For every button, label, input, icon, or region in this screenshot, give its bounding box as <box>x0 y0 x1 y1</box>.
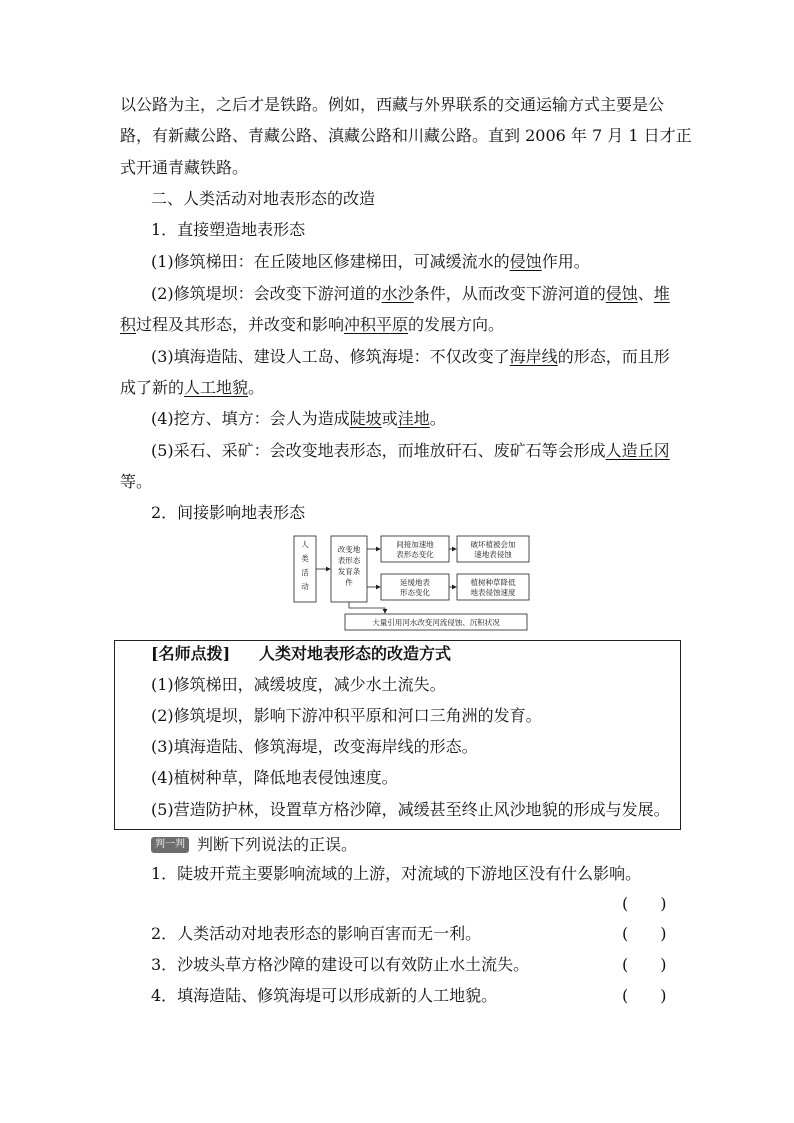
judge-item-2: 2．人类活动对地表形态的影响百害而无一利。 <box>151 924 482 943</box>
item2-key-erosion: 侵蚀 <box>605 284 638 303</box>
change-line-3: 发育条 <box>337 567 361 576</box>
section-title: 二、人类活动对地表形态的改造 <box>151 189 376 208</box>
item4-mid: 或 <box>381 409 398 428</box>
change-line-4: 件 <box>345 578 353 587</box>
intro-line-3: 式开通青藏铁路。 <box>120 158 249 177</box>
item3-pre: (3)填海造陆、建设人工岛、修筑海堤：不仅改变了 <box>151 347 510 366</box>
item1-post: 作用。 <box>541 252 590 271</box>
tip-item-3: (3)填海造陆、修筑海堤，改变海岸线的形态。 <box>151 737 478 756</box>
item4-post: 。 <box>429 409 446 428</box>
change-line-1: 改变地 <box>337 545 361 554</box>
item3-key-coastline: 海岸线 <box>509 347 558 366</box>
item4-key-slope: 陡坡 <box>349 409 382 428</box>
water-use-text: 大量引用河水改变河流侵蚀、沉积状况 <box>372 618 500 627</box>
item2-key-plain: 冲积平原 <box>344 315 409 334</box>
sub1-title: 1．直接塑造地表形态 <box>151 220 306 239</box>
item3-line-1 <box>151 346 670 368</box>
destroy-line-2: 速地表侵蚀 <box>474 550 512 559</box>
human-char-3: 活 <box>301 568 309 577</box>
judge-item-1: 1．陡坡开荒主要影响流域的上游，对流域的下游地区没有什么影响。 <box>151 864 642 883</box>
judge-item-3: 3．沙坡头草方格沙障的建设可以有效防止水土流失。 <box>151 955 530 974</box>
item2-line-2 <box>120 314 504 336</box>
item2-mid: 条件，从而改变下游河道的 <box>413 284 606 303</box>
judge-answer-2[interactable]: ( ) <box>622 924 667 943</box>
item2-key-deposit-b: 积 <box>120 315 137 334</box>
item5-line-2: 等。 <box>120 472 153 491</box>
plant-line-1: 植树种草降低 <box>470 578 516 587</box>
tip-item-4: (4)植树种草，降低地表侵蚀速度。 <box>151 768 398 787</box>
item1-line <box>151 251 590 273</box>
judge-instruction: 判断下列说法的正误。 <box>197 835 358 854</box>
item2-line-1 <box>151 283 670 305</box>
item4-key-depression: 洼地 <box>397 409 430 428</box>
flow-diagram <box>293 528 537 632</box>
plant-line-2: 地表侵蚀速度 <box>470 588 516 597</box>
destroy-line-1: 破坏植被会加 <box>470 540 516 549</box>
item2-key-water-sand: 水沙 <box>381 284 414 303</box>
judge-badge: 判一判 <box>151 837 189 853</box>
item4-pre: (4)挖方、填方：会人为造成 <box>151 409 350 428</box>
item1-pre: (1)修筑梯田：在丘陵地区修建梯田，可减缓流水的 <box>151 252 510 271</box>
intro-line-1: 以公路为主，之后才是铁路。例如，西藏与外界联系的交通运输方式主要是公 <box>120 95 665 114</box>
item5-key-hills: 人造丘冈 <box>605 441 670 460</box>
item3-line-2 <box>120 377 264 399</box>
judge-item-4: 4．填海造陆、修筑海堤可以形成新的人工地貌。 <box>151 986 498 1005</box>
sub2-title: 2．间接影响地表形态 <box>151 503 306 522</box>
item5-pre: (5)采石、采矿：会改变地表形态，而堆放矸石、废矿石等会形成 <box>151 441 606 460</box>
item3-post: 的形态，而且形 <box>557 347 670 366</box>
human-char-4: 动 <box>301 582 309 591</box>
tip-title: 人类对地表形态的改造方式 <box>259 644 452 663</box>
item2-mid2: 过程及其形态，并改变和影响 <box>136 315 345 334</box>
item5-line-1 <box>151 440 670 462</box>
slow-line-1: 延缓地表 <box>400 578 430 587</box>
judge-answer-1[interactable]: ( ) <box>622 894 667 913</box>
human-char-1: 人 <box>301 540 309 549</box>
item3-post2: 。 <box>248 378 265 397</box>
intro-line-2: 路，有新藏公路、青藏公路、滇藏公路和川藏公路。直到 2006 年 7 月 1 日才正 <box>120 126 692 145</box>
tip-tag: [名师点拨] <box>151 644 231 663</box>
item3-pre2: 成了新的 <box>120 378 185 397</box>
judge-answer-3[interactable]: ( ) <box>622 955 667 974</box>
slow-line-2: 形态变化 <box>400 588 430 597</box>
speed-line-1: 间接加速地 <box>396 540 434 549</box>
human-char-2: 类 <box>301 554 309 563</box>
item2-sep: 、 <box>637 284 654 303</box>
tip-item-2: (2)修筑堤坝，影响下游冲积平原和河口三角洲的发育。 <box>151 706 542 725</box>
speed-line-2: 表形态变化 <box>396 550 434 559</box>
tip-item-5: (5)营造防护林，设置草方格沙障，减缓甚至终止风沙地貌的形成与发展。 <box>151 800 670 819</box>
item2-key-deposit-a: 堆 <box>653 284 670 303</box>
item4-line <box>151 408 446 430</box>
item2-pre: (2)修筑堤坝：会改变下游河道的 <box>151 284 382 303</box>
item3-key-landform: 人工地貌 <box>184 378 249 397</box>
judge-answer-4[interactable]: ( ) <box>622 986 667 1005</box>
item2-post: 的发展方向。 <box>408 315 505 334</box>
change-line-2: 表形态 <box>337 556 361 565</box>
arrow-change-to-water <box>349 602 385 613</box>
tip-item-1: (1)修筑梯田，减缓坡度，减少水土流失。 <box>151 675 446 694</box>
item1-key: 侵蚀 <box>509 252 542 271</box>
